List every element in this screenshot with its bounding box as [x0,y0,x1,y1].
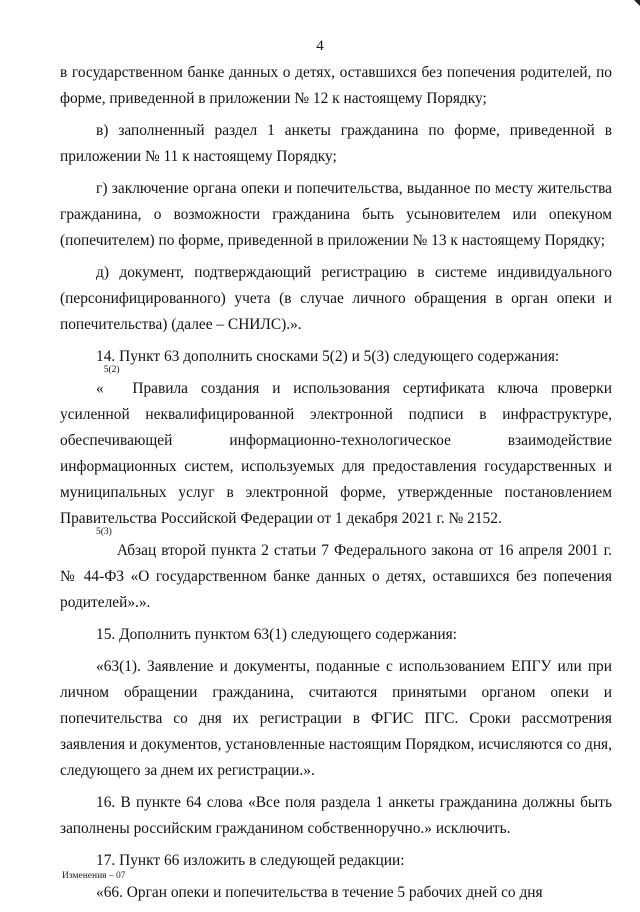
footnote-5-2-text: Правила создания и использования сертификата ключа проверки усиленной неквалифицированной электронной подписи в инфраструктуре, обеспечивающей информационно-технологическое взаимодействие информационных систем, используемых для предоставления государственных и муниципальных услуг в электронной форме, утвержденные постановлением Правительства Российской Федерации от 1 декабря 2021 г. № 2152. [60,380,612,527]
footer-label: Изменения – 07 [62,871,126,881]
paragraph-item-d: д) документ, подтверждающий регистрацию в системе индивидуального (персонифицированного) учета (в случае личного обращения в орган опеки и попечительства) (далее – СНИЛС).». [60,264,612,333]
document-body [60,60,612,912]
paragraph-item-g: г) заключение органа опеки и попечительства, выданное по месту жительства гражданина, о возможности гражданина быть усыновителем или опекуном (попечителем) по форме, приведенной в приложении № 13 к настоящему Порядку; [60,180,612,249]
paragraph-point-14: 14. Пункт 63 дополнить сносками 5(2) и 5(3) следующего содержания: [96,348,560,365]
footnote-5-2-marker: 5(2) [103,365,120,375]
scan-corner-mark [634,0,640,6]
paragraph-point-17: 17. Пункт 66 изложить в следующей редакции: [96,852,405,869]
paragraph-point-15: 15. Дополнить пунктом 63(1) следующего содержания: [96,626,457,643]
footnote-5-3 [60,527,612,616]
paragraph-item-v: в) заполненный раздел 1 анкеты гражданина по форме, приведенной в приложении № 11 к настоящему Порядку; [60,122,612,165]
footnote-5-3-text: Абзац второй пункта 2 статьи 7 Федерального закона от 16 апреля 2001 г. № 44-ФЗ «О государственном банке данных о детях, оставшихся без попечения родителей».». [60,542,612,611]
page-number: 4 [316,38,324,54]
paragraph-point-66: «66. Орган опеки и попечительства в течение 5 рабочих дней со дня [96,884,543,901]
paragraph-point-16: 16. В пункте 64 слова «Все поля раздела 1 анкеты гражданина должны быть заполнены российским гражданином собственноручно.» исключить. [60,794,612,837]
footnote-5-2-open-quote: « [96,380,104,397]
paragraph-continuation: в государственном банке данных о детях, оставшихся без попечения родителей, по форме, приведенной в приложении № 12 к настоящему Порядку; [60,64,612,107]
paragraph-point-63-1: «63(1). Заявление и документы, поданные с использованием ЕПГУ или при личном обращении гражданина, считаются принятыми органом опеки и попечительства со дня их регистрации в ФГИС ПГС. Сроки рассмотрения заявления и документов, установленные настоящим Порядком, исчисляются со дня, следующего за днем их регистрации.». [60,658,612,779]
footnote-5-2 [60,365,612,532]
footnote-5-3-marker: 5(3) [96,527,112,537]
